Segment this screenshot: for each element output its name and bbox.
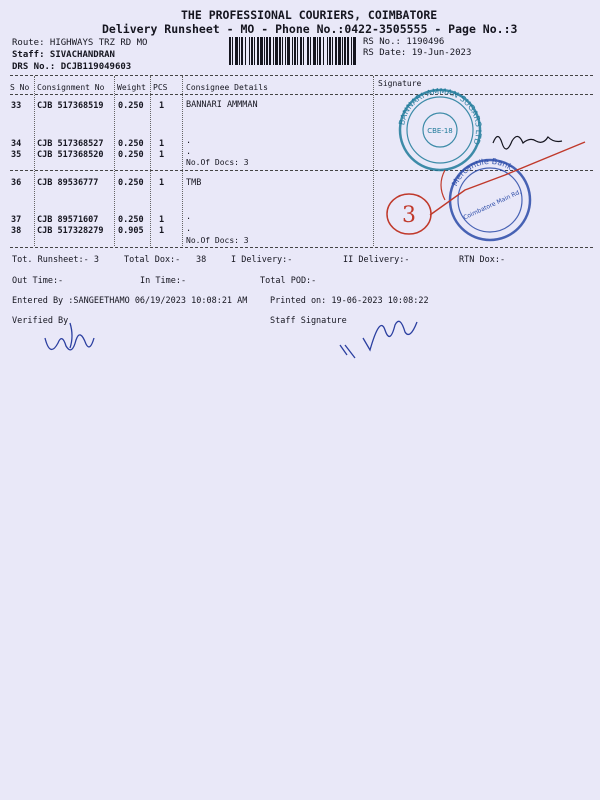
pcs-value: 1 bbox=[159, 226, 165, 236]
table-row: 38 bbox=[11, 226, 22, 236]
svg-text:CBE-18: CBE-18 bbox=[427, 127, 453, 135]
barcode-bar bbox=[307, 37, 309, 65]
barcode-bar bbox=[335, 37, 337, 65]
barcode-bar bbox=[292, 37, 293, 65]
pcs-value: 1 bbox=[159, 150, 165, 160]
rs-number: RS No.: 1190496 bbox=[363, 37, 445, 47]
in-time: In Time:- bbox=[140, 276, 187, 286]
col-sep bbox=[373, 76, 374, 246]
barcode-bar bbox=[327, 37, 328, 65]
barcode-bar bbox=[347, 37, 349, 65]
col-sep bbox=[114, 76, 115, 246]
consignee-value: TMB bbox=[186, 178, 202, 188]
tot-runsheet: Tot. Runsheet:- 3 bbox=[12, 255, 99, 265]
runsheet-subtitle: Delivery Runsheet - MO - Phone No.:0422-3505555 - Page No.:3 bbox=[102, 22, 518, 36]
barcode-bar bbox=[275, 37, 278, 65]
barcode-bar bbox=[249, 37, 250, 65]
total-dox-label: Total Dox:- bbox=[124, 255, 181, 265]
barcode-bar bbox=[313, 37, 316, 65]
barcode-bar bbox=[257, 37, 259, 65]
pcs-value: 1 bbox=[159, 215, 165, 225]
barcode-bar bbox=[342, 37, 343, 65]
docs-count-note: No.Of Docs: 3 bbox=[186, 158, 249, 167]
drs-number: DRS No.: DCJB119049603 bbox=[12, 62, 132, 72]
table-top-rule bbox=[10, 75, 593, 76]
table-bottom-rule bbox=[10, 247, 593, 248]
barcode-bar bbox=[351, 37, 352, 65]
barcode-bar bbox=[353, 37, 356, 65]
printed-on: Printed on: 19-06-2023 10:08:22 bbox=[270, 296, 429, 306]
verified-by: Verified By bbox=[12, 316, 69, 326]
barcode-bar bbox=[239, 37, 240, 65]
consignment-no: CJB 517328279 bbox=[37, 226, 104, 236]
route-label: Route: HIGHWAYS TRZ RD MO bbox=[12, 38, 148, 48]
rtn-dox: RTN Dox:- bbox=[459, 255, 506, 265]
weight-value: 0.250 bbox=[118, 178, 144, 188]
barcode-bar bbox=[264, 37, 265, 65]
consignment-no: CJB 517368519 bbox=[37, 101, 104, 111]
col-sep bbox=[34, 76, 35, 246]
consignee-value: . bbox=[186, 224, 192, 234]
barcode-bar bbox=[279, 37, 281, 65]
total-pod: Total POD:- bbox=[260, 276, 317, 286]
barcode-bar bbox=[254, 37, 255, 65]
barcode-bar bbox=[317, 37, 318, 65]
col-header-sno: S No bbox=[10, 83, 30, 92]
header-rule bbox=[10, 94, 593, 95]
signature-mark bbox=[488, 125, 568, 155]
barcode-bar bbox=[245, 37, 246, 65]
pcs-value: 1 bbox=[159, 101, 165, 111]
col-header-signature: Signature bbox=[378, 79, 422, 88]
table-row: 33 bbox=[11, 101, 22, 111]
weight-value: 0.250 bbox=[118, 101, 144, 111]
barcode-bar bbox=[294, 37, 296, 65]
table-row: 36 bbox=[11, 178, 22, 188]
table-row: 37 bbox=[11, 215, 22, 225]
barcode-bar bbox=[266, 37, 268, 65]
weight-value: 0.250 bbox=[118, 215, 144, 225]
weight-value: 0.250 bbox=[118, 150, 144, 160]
barcode-bar bbox=[323, 37, 324, 65]
consignment-no: CJB 89536777 bbox=[37, 178, 99, 188]
barcode-bar bbox=[285, 37, 286, 65]
barcode-bar bbox=[273, 37, 274, 65]
barcode-bar bbox=[241, 37, 243, 65]
barcode-bar bbox=[282, 37, 283, 65]
consignee-value: . bbox=[186, 136, 192, 146]
col-header-consignee: Consignee Details bbox=[186, 83, 268, 92]
staff-signature-label: Staff Signature bbox=[270, 316, 347, 326]
table-row: 34 bbox=[11, 139, 22, 149]
barcode-bar bbox=[287, 37, 290, 65]
barcode-bar bbox=[344, 37, 346, 65]
consignment-no: CJB 517368527 bbox=[37, 139, 104, 149]
svg-text:3: 3 bbox=[402, 203, 416, 228]
barcode-bar bbox=[260, 37, 263, 65]
consignee-value: BANNARI AMMMAN bbox=[186, 100, 258, 110]
col-sep bbox=[182, 76, 183, 246]
col-header-pcs: PCS bbox=[153, 83, 168, 92]
barcode-bar bbox=[332, 37, 333, 65]
col-sep bbox=[150, 76, 151, 246]
consignee-value: . bbox=[186, 147, 192, 157]
consignment-no: CJB 517368520 bbox=[37, 150, 104, 160]
barcode-bar bbox=[229, 37, 231, 65]
barcode-bar bbox=[235, 37, 238, 65]
table-row: 35 bbox=[11, 150, 22, 160]
barcode-bar bbox=[251, 37, 253, 65]
svg-text:Coimbatore Main Rd.: Coimbatore Main Rd. bbox=[462, 188, 523, 222]
svg-text:Mercantile Bank: Mercantile Bank bbox=[450, 156, 514, 188]
barcode-bar bbox=[300, 37, 302, 65]
svg-text:BANNARI AMMAN SUGARS LTD: BANNARI AMMAN SUGARS LTD bbox=[397, 86, 484, 146]
verifier-signature bbox=[40, 318, 110, 368]
barcode-bar bbox=[297, 37, 298, 65]
consignee-value: . bbox=[186, 212, 192, 222]
barcode-bar bbox=[319, 37, 321, 65]
barcode-bar bbox=[303, 37, 304, 65]
barcode-bar bbox=[338, 37, 341, 65]
weight-value: 0.250 bbox=[118, 139, 144, 149]
consignment-no: CJB 89571607 bbox=[37, 215, 99, 225]
barcode-bar bbox=[310, 37, 311, 65]
docs-count-note: No.Of Docs: 3 bbox=[186, 236, 249, 245]
barcode-bar bbox=[269, 37, 271, 65]
out-time: Out Time:- bbox=[12, 276, 64, 286]
staff-signature-mark bbox=[335, 310, 425, 360]
barcode-bar bbox=[232, 37, 233, 65]
rs-date: RS Date: 19-Jun-2023 bbox=[363, 48, 472, 58]
company-title: THE PROFESSIONAL COURIERS, COIMBATORE bbox=[181, 8, 438, 22]
col-header-consignment: Consignment No bbox=[37, 83, 105, 92]
staff-label: Staff: SIVACHANDRAN bbox=[12, 50, 115, 60]
col-header-weight: Weight bbox=[117, 83, 146, 92]
entered-by: Entered By :SANGEETHAMO 06/19/2023 10:08:21 AM bbox=[12, 296, 248, 306]
pcs-value: 1 bbox=[159, 178, 165, 188]
weight-value: 0.905 bbox=[118, 226, 144, 236]
barcode-image bbox=[229, 37, 359, 67]
pcs-value: 1 bbox=[159, 139, 165, 149]
ii-delivery: II Delivery:- bbox=[343, 255, 410, 265]
total-dox-value: 38 bbox=[196, 255, 207, 265]
i-delivery: I Delivery:- bbox=[231, 255, 293, 265]
barcode-bar bbox=[329, 37, 331, 65]
